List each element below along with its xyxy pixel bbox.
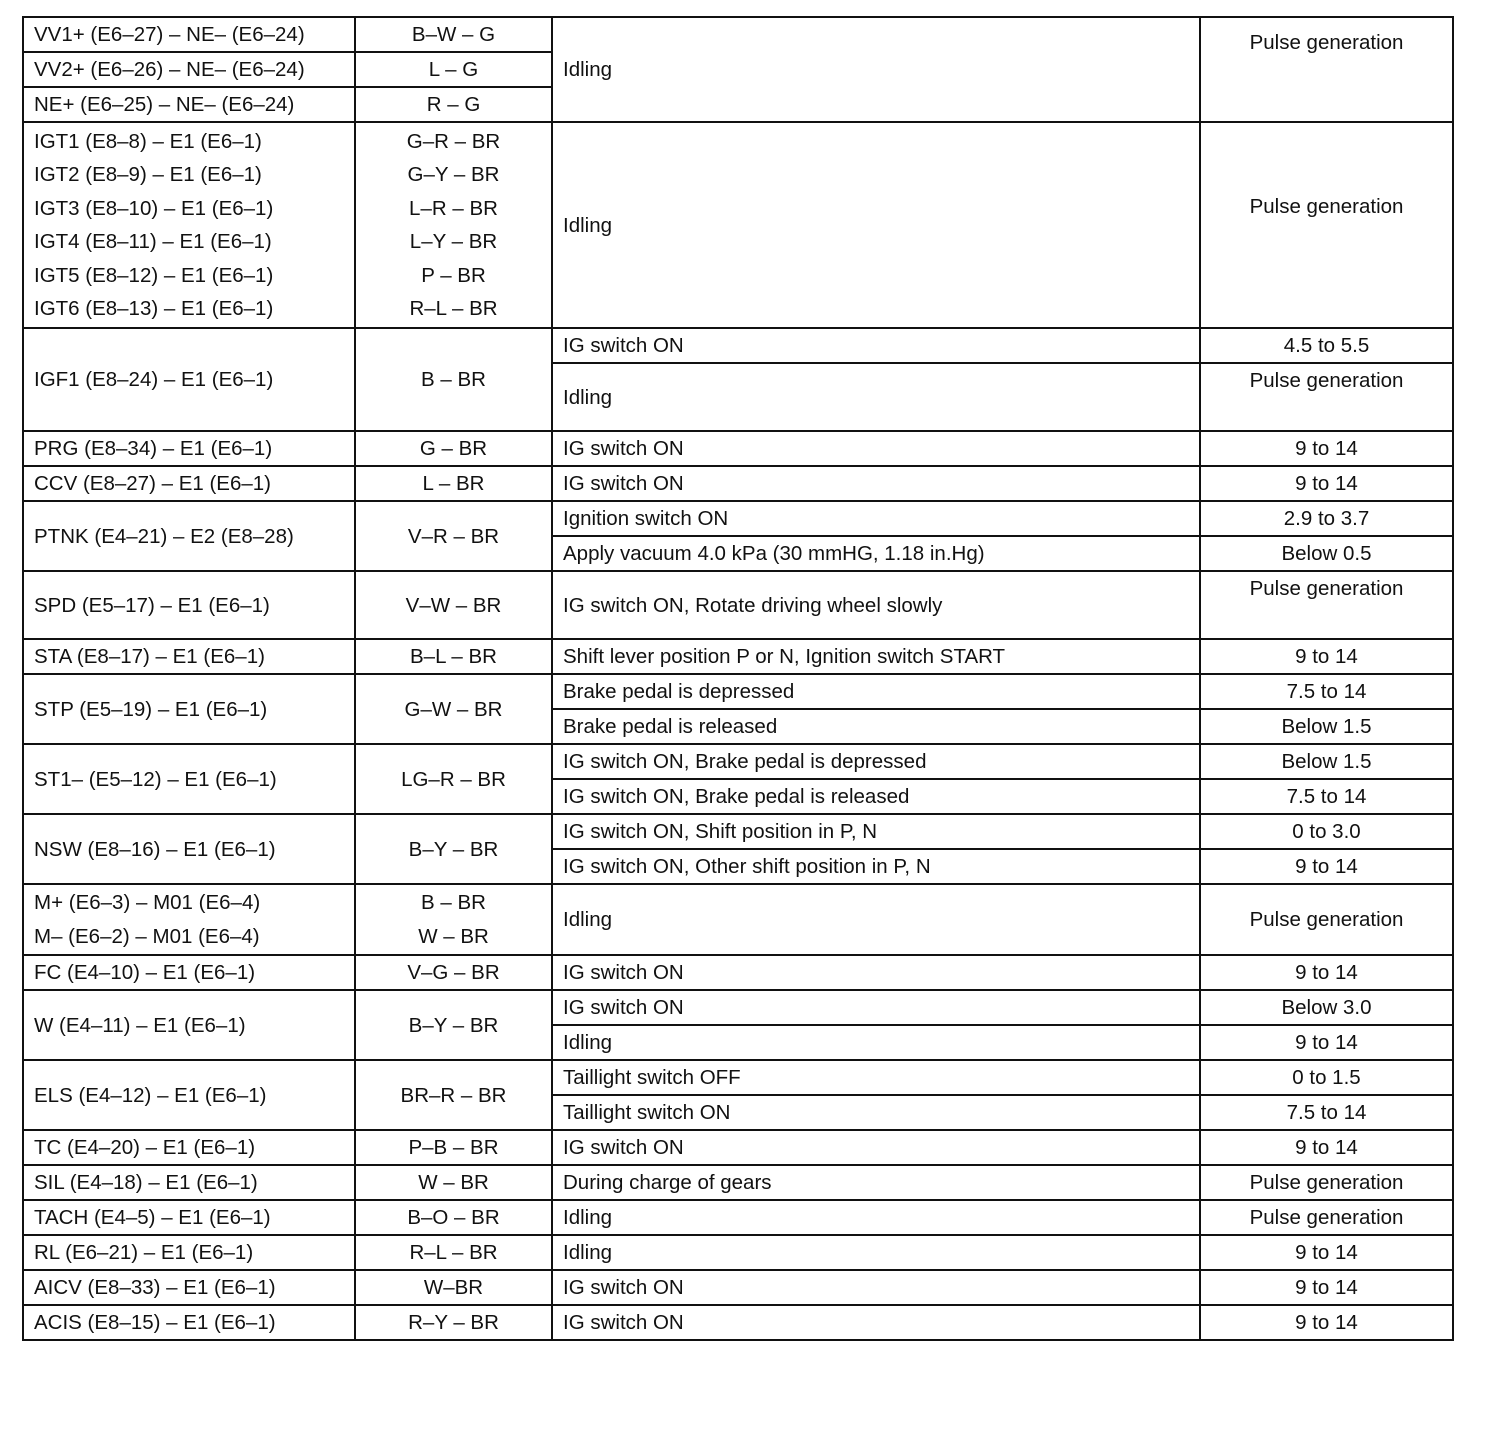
wiring-color-cell: R–Y – BR — [355, 1305, 552, 1340]
spec-cell: 7.5 to 14 — [1200, 674, 1453, 709]
wiring-color-cell: R – G — [355, 87, 552, 122]
terminal-cell: STA (E8–17) – E1 (E6–1) — [23, 639, 355, 674]
condition-cell: IG switch ON — [552, 1305, 1200, 1340]
condition-cell: IG switch ON — [552, 1130, 1200, 1165]
terminal-cell: SPD (E5–17) – E1 (E6–1) — [23, 571, 355, 639]
wiring-color-cell: LG–R – BR — [355, 744, 552, 814]
table-row — [23, 1165, 1453, 1200]
wiring-color-cell: W – BR — [355, 1165, 552, 1200]
table-row — [23, 1235, 1453, 1270]
condition-cell: IG switch ON — [552, 1270, 1200, 1305]
wiring-line: L–R – BR — [409, 196, 498, 220]
spec-cell: 9 to 14 — [1200, 1025, 1453, 1060]
spec-cell: 4.5 to 5.5 — [1200, 328, 1453, 363]
spec-cell: Pulse generation — [1200, 571, 1453, 639]
table-row — [23, 884, 1453, 955]
wiring-color-cell: W–BR — [355, 1270, 552, 1305]
wiring-line: R–L – BR — [409, 297, 498, 321]
terminal-line: IGT2 (E8–9) – E1 (E6–1) — [34, 163, 262, 187]
spec-cell: 9 to 14 — [1200, 1270, 1453, 1305]
spec-cell: 9 to 14 — [1200, 1130, 1453, 1165]
table-row — [23, 744, 1453, 779]
spec-cell: Below 3.0 — [1200, 990, 1453, 1025]
spec-cell: Below 1.5 — [1200, 709, 1453, 744]
wiring-color-cell: R–L – BR — [355, 1235, 552, 1270]
spec-cell: Pulse generation — [1200, 363, 1453, 431]
condition-cell: Brake pedal is depressed — [552, 674, 1200, 709]
terminal-cell: VV2+ (E6–26) – NE– (E6–24) — [23, 52, 355, 87]
terminal-cell: IGF1 (E8–24) – E1 (E6–1) — [23, 328, 355, 431]
terminal-line: IGT5 (E8–12) – E1 (E6–1) — [34, 263, 274, 287]
spec-cell: 9 to 14 — [1200, 431, 1453, 466]
table-row — [23, 17, 1453, 52]
wiring-color-cell: V–R – BR — [355, 501, 552, 571]
table-row — [23, 1270, 1453, 1305]
table-row — [23, 431, 1453, 466]
condition-cell: IG switch ON, Other shift position in P, N — [552, 849, 1200, 884]
table-row — [23, 501, 1453, 536]
terminal-line: M+ (E6–3) – M01 (E6–4) — [34, 891, 261, 915]
terminal-cell: CCV (E8–27) – E1 (E6–1) — [23, 466, 355, 501]
spec-cell: 9 to 14 — [1200, 639, 1453, 674]
terminal-cell: SIL (E4–18) – E1 (E6–1) — [23, 1165, 355, 1200]
condition-cell: IG switch ON — [552, 431, 1200, 466]
spec-cell: 7.5 to 14 — [1200, 779, 1453, 814]
condition-cell: Idling — [552, 1235, 1200, 1270]
condition-cell: IG switch ON — [552, 955, 1200, 990]
table-row — [23, 122, 1453, 328]
condition-cell: Idling — [552, 884, 1200, 955]
terminal-line: IGT3 (E8–10) – E1 (E6–1) — [34, 196, 274, 220]
terminal-line: IGT6 (E8–13) – E1 (E6–1) — [34, 297, 274, 321]
terminal-cell: FC (E4–10) – E1 (E6–1) — [23, 955, 355, 990]
spec-cell: Pulse generation — [1200, 1165, 1453, 1200]
wiring-color-cell: L – G — [355, 52, 552, 87]
wiring-line: B – BR — [421, 891, 486, 915]
condition-cell: Taillight switch ON — [552, 1095, 1200, 1130]
wiring-color-cell: B–Y – BR — [355, 814, 552, 884]
terminal-cell: ACIS (E8–15) – E1 (E6–1) — [23, 1305, 355, 1340]
spec-cell: 0 to 3.0 — [1200, 814, 1453, 849]
table-row — [23, 955, 1453, 990]
table-row — [23, 639, 1453, 674]
condition-cell: Idling — [552, 363, 1200, 431]
condition-cell: Ignition switch ON — [552, 501, 1200, 536]
condition-cell: Idling — [552, 1200, 1200, 1235]
terminal-cell: TACH (E4–5) – E1 (E6–1) — [23, 1200, 355, 1235]
table-row — [23, 1305, 1453, 1340]
terminal-cell: PRG (E8–34) – E1 (E6–1) — [23, 431, 355, 466]
wiring-color-cell: B–O – BR — [355, 1200, 552, 1235]
terminal-line: IGT4 (E8–11) – E1 (E6–1) — [34, 230, 272, 254]
table-row — [23, 1200, 1453, 1235]
terminal-cell: PTNK (E4–21) – E2 (E8–28) — [23, 501, 355, 571]
spec-cell: 9 to 14 — [1200, 466, 1453, 501]
spec-cell: 9 to 14 — [1200, 955, 1453, 990]
table-row — [23, 674, 1453, 709]
condition-cell: IG switch ON, Shift position in P, N — [552, 814, 1200, 849]
spec-cell: Pulse generation — [1200, 884, 1453, 955]
table-row — [23, 990, 1453, 1025]
wiring-color-cell: BR–R – BR — [355, 1060, 552, 1130]
condition-cell: Idling — [552, 17, 1200, 122]
condition-cell: During charge of gears — [552, 1165, 1200, 1200]
terminal-cell: ELS (E4–12) – E1 (E6–1) — [23, 1060, 355, 1130]
terminal-cell: VV1+ (E6–27) – NE– (E6–24) — [23, 17, 355, 52]
terminal-cell: NSW (E8–16) – E1 (E6–1) — [23, 814, 355, 884]
condition-cell: IG switch ON — [552, 466, 1200, 501]
spec-cell: 2.9 to 3.7 — [1200, 501, 1453, 536]
wiring-color-cell: B–L – BR — [355, 639, 552, 674]
spec-cell: 0 to 1.5 — [1200, 1060, 1453, 1095]
table-row — [23, 814, 1453, 849]
wiring-color-cell: B–W – G — [355, 17, 552, 52]
wiring-line: P – BR — [421, 263, 486, 287]
wiring-line: W – BR — [418, 924, 489, 948]
condition-cell: Apply vacuum 4.0 kPa (30 mmHG, 1.18 in.Hg) — [552, 536, 1200, 571]
wiring-color-cell: V–G – BR — [355, 955, 552, 990]
spec-cell: 7.5 to 14 — [1200, 1095, 1453, 1130]
table-row — [23, 1060, 1453, 1095]
table-row — [23, 1130, 1453, 1165]
terminal-cell — [23, 884, 355, 955]
terminal-cell — [23, 122, 355, 328]
wiring-color-cell: V–W – BR — [355, 571, 552, 639]
condition-cell: IG switch ON, Rotate driving wheel slowly — [552, 571, 1200, 639]
wiring-color-cell — [355, 122, 552, 328]
condition-cell: Idling — [552, 1025, 1200, 1060]
table-row — [23, 571, 1453, 639]
wiring-color-cell: P–B – BR — [355, 1130, 552, 1165]
terminal-cell: TC (E4–20) – E1 (E6–1) — [23, 1130, 355, 1165]
condition-cell: Shift lever position P or N, Ignition switch START — [552, 639, 1200, 674]
terminal-line: IGT1 (E8–8) – E1 (E6–1) — [34, 130, 262, 153]
wiring-line: L–Y – BR — [409, 230, 498, 254]
spec-cell: 9 to 14 — [1200, 1235, 1453, 1270]
spec-cell: Pulse generation — [1200, 17, 1453, 122]
wiring-color-cell: G–W – BR — [355, 674, 552, 744]
ecu-terminal-table — [22, 16, 1454, 1341]
wiring-color-cell: L – BR — [355, 466, 552, 501]
wiring-line: G–R – BR — [406, 130, 501, 153]
spec-cell: Pulse generation — [1200, 1200, 1453, 1235]
condition-cell: Taillight switch OFF — [552, 1060, 1200, 1095]
terminal-cell: ST1– (E5–12) – E1 (E6–1) — [23, 744, 355, 814]
condition-cell: Brake pedal is released — [552, 709, 1200, 744]
condition-cell: IG switch ON, Brake pedal is released — [552, 779, 1200, 814]
spec-cell: 9 to 14 — [1200, 849, 1453, 884]
terminal-line: M– (E6–2) – M01 (E6–4) — [34, 924, 260, 948]
terminal-cell: NE+ (E6–25) – NE– (E6–24) — [23, 87, 355, 122]
table-row — [23, 466, 1453, 501]
spec-cell: 9 to 14 — [1200, 1305, 1453, 1340]
wiring-color-cell — [355, 884, 552, 955]
terminal-cell: AICV (E8–33) – E1 (E6–1) — [23, 1270, 355, 1305]
terminal-cell: RL (E6–21) – E1 (E6–1) — [23, 1235, 355, 1270]
spec-cell: Below 0.5 — [1200, 536, 1453, 571]
terminal-cell: W (E4–11) – E1 (E6–1) — [23, 990, 355, 1060]
wiring-color-cell: B–Y – BR — [355, 990, 552, 1060]
spec-cell: Pulse generation — [1200, 122, 1453, 328]
terminal-cell: STP (E5–19) – E1 (E6–1) — [23, 674, 355, 744]
condition-cell: IG switch ON — [552, 328, 1200, 363]
wiring-line: G–Y – BR — [407, 163, 500, 187]
condition-cell: Idling — [552, 122, 1200, 328]
spec-cell: Below 1.5 — [1200, 744, 1453, 779]
condition-cell: IG switch ON — [552, 990, 1200, 1025]
table-row — [23, 328, 1453, 363]
wiring-color-cell: B – BR — [355, 328, 552, 431]
wiring-color-cell: G – BR — [355, 431, 552, 466]
condition-cell: IG switch ON, Brake pedal is depressed — [552, 744, 1200, 779]
